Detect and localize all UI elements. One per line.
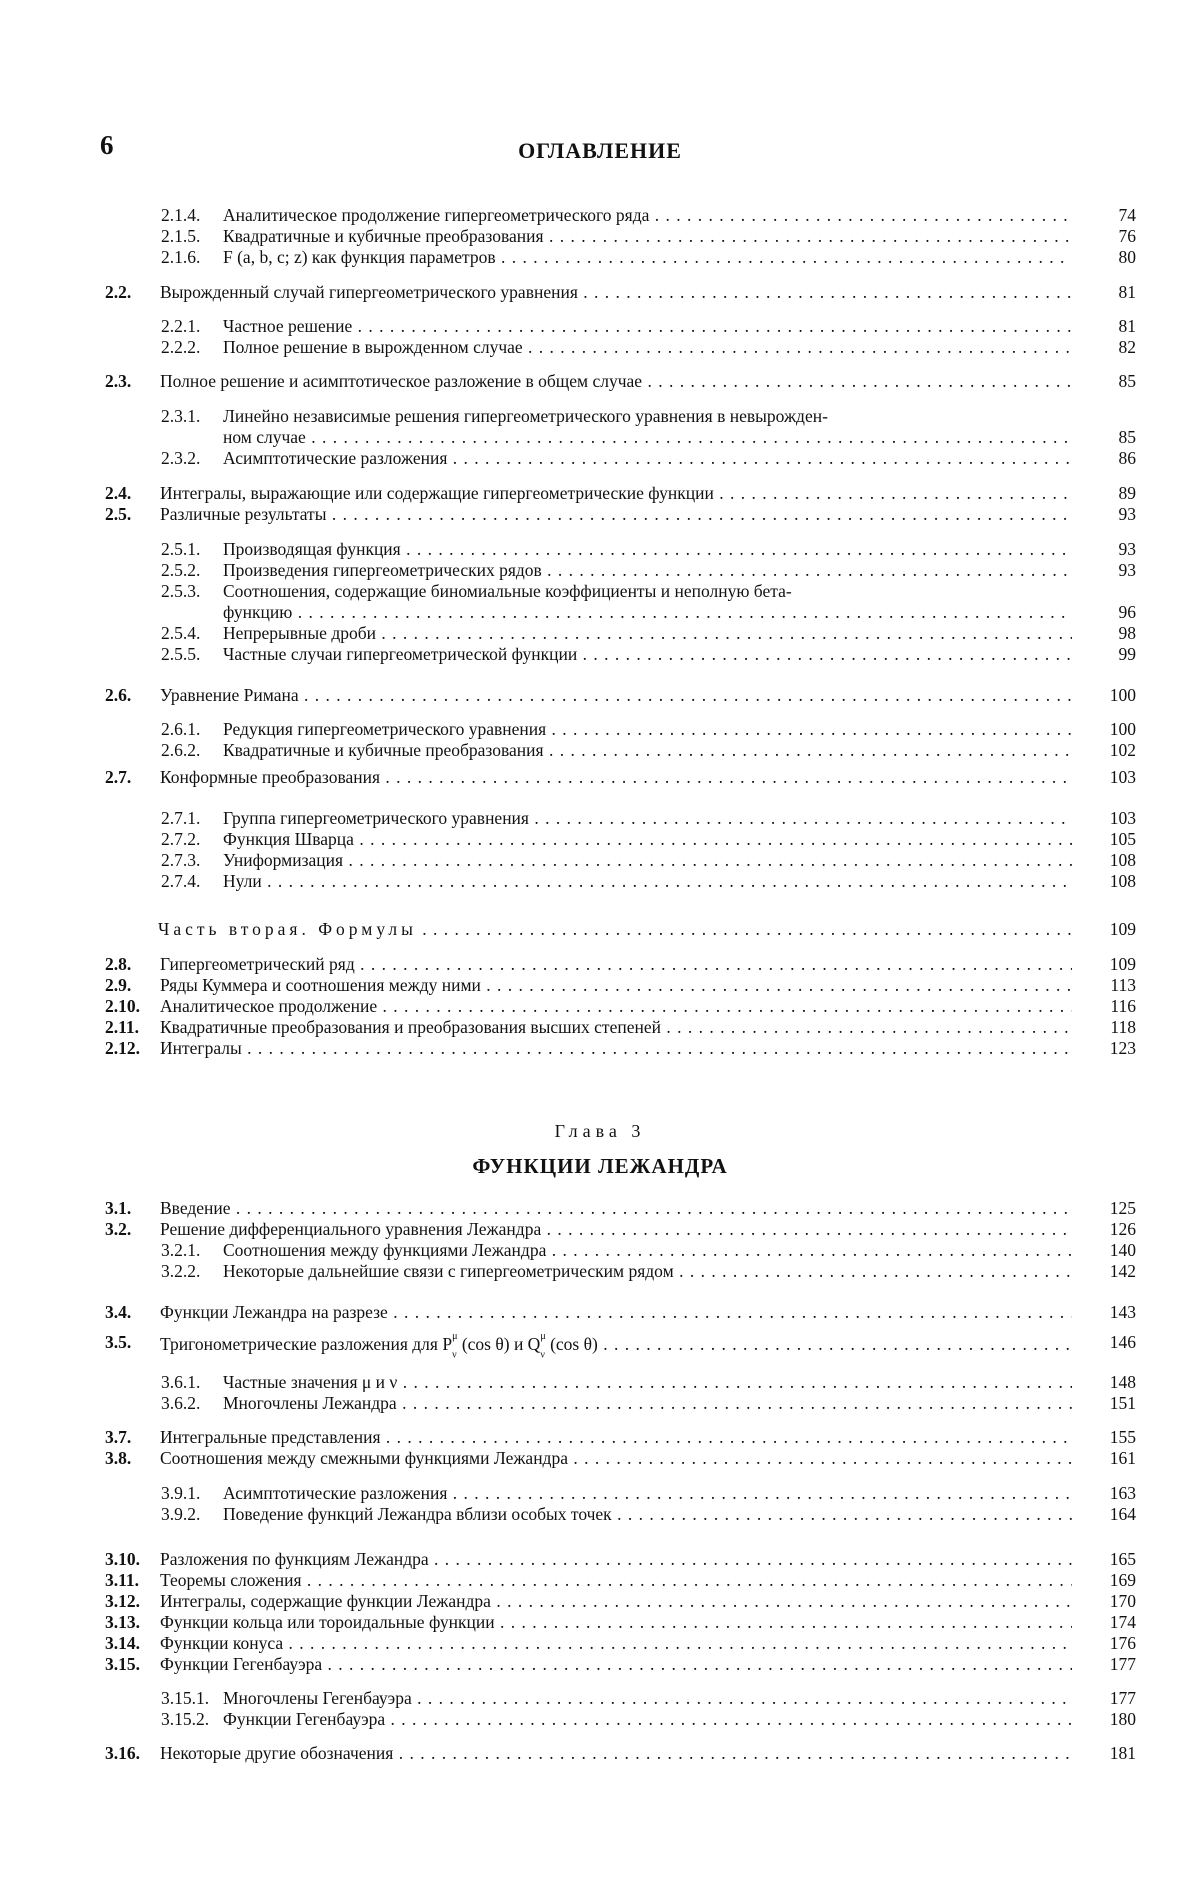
toc-title: Конформные преобразования . . .	[160, 767, 1072, 787]
toc-title: Часть вторая. Формулы . . .	[158, 919, 1072, 939]
toc-number: 2.10.	[105, 996, 140, 1016]
toc-page: 93	[1118, 504, 1136, 524]
toc-number: 2.11.	[105, 1017, 140, 1037]
toc-title: Квадратичные и кубичные преобразования . . .	[223, 740, 1072, 760]
toc-page: 99	[1118, 644, 1136, 664]
toc-title: Функция Шварца . . .	[223, 829, 1072, 849]
toc-number: 3.15.2.	[161, 1709, 210, 1729]
toc-page: 113	[1110, 975, 1136, 995]
toc-page: 93	[1118, 539, 1136, 559]
toc-title: Многочлены Гегенбауэра . . .	[223, 1688, 1072, 1708]
toc-number: 3.7.	[105, 1427, 132, 1447]
toc-page: 108	[1109, 850, 1136, 870]
toc-number: 2.3.	[105, 371, 132, 391]
toc-page: 125	[1109, 1198, 1136, 1218]
toc-title: Некоторые другие обозначения . . .	[160, 1743, 1072, 1763]
toc-page: 109	[1109, 954, 1136, 974]
toc-page: 181	[1109, 1743, 1136, 1763]
page-number: 6	[100, 130, 114, 160]
toc-page: 126	[1109, 1219, 1136, 1239]
subscript-nu: ν	[540, 1349, 545, 1361]
toc-number: 3.6.2.	[161, 1393, 201, 1413]
toc-page: 86	[1118, 448, 1136, 468]
toc-number: 2.7.2.	[161, 829, 201, 849]
toc-number: 3.9.2.	[161, 1504, 201, 1524]
toc-title: Функции Гегенбауэра . . .	[223, 1709, 1072, 1729]
toc-page: 165	[1109, 1549, 1136, 1569]
toc-page: 93	[1118, 560, 1136, 580]
chapter-label: Глава 3	[554, 1121, 646, 1141]
toc-title: Решение дифференциального уравнения Лежандра . . .	[160, 1219, 1072, 1239]
toc-title: Соотношения между функциями Лежандра . . .	[223, 1240, 1072, 1260]
toc-number: 3.8.	[105, 1448, 132, 1468]
toc-page: 76	[1118, 226, 1136, 246]
toc-number: 2.8.	[105, 954, 132, 974]
toc-title: Произведения гипергеометрических рядов . . .	[223, 560, 1072, 580]
toc-number: 3.14.	[105, 1633, 140, 1653]
toc-title: Функции конуса . . .	[160, 1633, 1072, 1653]
toc-number: 3.1.	[105, 1198, 132, 1218]
toc-title-continued: ном случае . . .	[223, 427, 1072, 447]
toc-page: 118	[1110, 1017, 1136, 1037]
toc-title-tail: (cos θ)	[545, 1334, 598, 1355]
toc-number: 3.2.1.	[161, 1240, 201, 1260]
toc-title: Различные результаты . . .	[160, 504, 1072, 524]
toc-number: 2.2.2.	[161, 337, 201, 357]
toc-number: 2.5.2.	[161, 560, 201, 580]
toc-page: 164	[1109, 1504, 1136, 1524]
toc-page: 103	[1109, 767, 1136, 787]
toc-page: 170	[1109, 1591, 1136, 1611]
toc-page: 105	[1109, 829, 1136, 849]
toc-page: 174	[1109, 1612, 1136, 1632]
toc-page: 102	[1109, 740, 1136, 760]
toc-page: 100	[1109, 719, 1136, 739]
toc-title-mid: (cos θ) и Q	[457, 1334, 541, 1355]
toc-title: Редукция гипергеометрического уравнения . . .	[223, 719, 1072, 739]
toc-title: Частные значения μ и ν . . .	[223, 1372, 1072, 1392]
toc-title-continued: функцию . . .	[223, 602, 1072, 622]
toc-number: 2.1.6.	[161, 247, 201, 267]
toc-page: 169	[1109, 1570, 1136, 1590]
toc-title: Аналитическое продолжение гипергеометрического ряда . . .	[223, 205, 1072, 225]
toc-page: 116	[1110, 996, 1136, 1016]
toc-title: Группа гипергеометрического уравнения . . .	[223, 808, 1072, 828]
toc-page: 148	[1109, 1372, 1136, 1392]
toc-title: Интегральные представления . . .	[160, 1427, 1072, 1447]
toc-number: 2.2.1.	[161, 316, 201, 336]
toc-number: 2.5.5.	[161, 644, 201, 664]
toc-title: Некоторые дальнейшие связи с гипергеометрическим рядом . . .	[223, 1261, 1072, 1281]
toc-title: Нули . . .	[223, 871, 1072, 891]
toc-number: 2.4.	[105, 483, 132, 503]
toc-number: 2.1.5.	[161, 226, 201, 246]
toc-number: 2.5.4.	[161, 623, 201, 643]
toc-title: Униформизация . . .	[223, 850, 1072, 870]
toc-page: 85	[1118, 371, 1136, 391]
toc-title: Ряды Куммера и соотношения между ними . . .	[160, 975, 1072, 995]
toc-page: 146	[1109, 1332, 1136, 1352]
toc-page: 176	[1109, 1633, 1136, 1653]
superscript-mu: μ	[540, 1332, 546, 1342]
toc-page: 109	[1109, 919, 1136, 939]
toc-title: Теоремы сложения . . .	[160, 1570, 1072, 1590]
toc-number: 3.2.2.	[161, 1261, 201, 1281]
toc-title: Квадратичные преобразования и преобразования высших степеней . . .	[160, 1017, 1072, 1037]
toc-title: Введение . . .	[160, 1198, 1072, 1218]
toc-page: 161	[1109, 1448, 1136, 1468]
toc-title: Функции Лежандра на разрезе . . .	[160, 1302, 1072, 1322]
toc-title: Интегралы, выражающие или содержащие гипергеометрические функции . . .	[160, 483, 1072, 503]
toc-page: 81	[1118, 282, 1136, 302]
toc-number: 2.6.1.	[161, 719, 201, 739]
toc-number: 2.6.	[105, 685, 132, 705]
running-title: ОГЛАВЛЕНИЕ	[518, 138, 682, 163]
toc-title: Уравнение Римана . . .	[160, 685, 1072, 705]
toc-page: 177	[1109, 1654, 1136, 1674]
toc-page: 151	[1109, 1393, 1136, 1413]
toc-title: Многочлены Лежандра . . .	[223, 1393, 1072, 1413]
toc-page: 96	[1118, 602, 1136, 622]
toc-number: 3.11.	[105, 1570, 140, 1590]
toc-title: Интегралы . . .	[160, 1038, 1072, 1058]
toc-title: Полное решение в вырожденном случае . . .	[223, 337, 1072, 357]
toc-title: Тригонометрические разложения для P	[160, 1334, 453, 1355]
toc-number: 3.15.	[105, 1654, 140, 1674]
toc-page: 180	[1109, 1709, 1136, 1729]
toc-title: Разложения по функциям Лежандра . . .	[160, 1549, 1072, 1569]
toc-page: 177	[1109, 1688, 1136, 1708]
toc-page: 100	[1109, 685, 1136, 705]
toc-page: 103	[1109, 808, 1136, 828]
toc-page: 155	[1109, 1427, 1136, 1447]
toc-number: 2.1.4.	[161, 205, 201, 225]
toc-title: Непрерывные дроби . . .	[223, 623, 1072, 643]
toc-number: 3.12.	[105, 1591, 140, 1611]
toc-page: 74	[1118, 205, 1136, 225]
toc-page: 80	[1118, 247, 1136, 267]
subscript-nu: ν	[452, 1349, 457, 1361]
toc-number: 2.2.	[105, 282, 132, 302]
superscript-mu: μ	[452, 1332, 458, 1342]
toc-number: 2.5.1.	[161, 539, 201, 559]
toc-number: 2.3.1.	[161, 406, 201, 426]
toc-page: 82	[1118, 337, 1136, 357]
toc-page: 143	[1109, 1302, 1136, 1322]
toc-title: Частные случаи гипергеометрической функции . . .	[223, 644, 1072, 664]
toc-title: Линейно независимые решения гипергеометрического уравнения в невырожден-	[223, 406, 828, 426]
toc-page: 81	[1118, 316, 1136, 336]
toc-title: F (a, b, c; z) как функция параметров . . .	[223, 247, 1072, 267]
toc-title: Соотношения, содержащие биномиальные коэффициенты и неполную бета-	[223, 581, 792, 601]
toc-title: Поведение функций Лежандра вблизи особых точек . . .	[223, 1504, 1072, 1524]
toc-number: 2.9.	[105, 975, 132, 995]
toc-title: Функции Гегенбауэра . . .	[160, 1654, 1072, 1674]
toc-number: 3.5.	[105, 1332, 132, 1352]
toc-number: 3.9.1.	[161, 1483, 201, 1503]
toc-page: 163	[1109, 1483, 1136, 1503]
toc-number: 2.5.	[105, 504, 132, 524]
toc-title: Соотношения между смежными функциями Лежандра . . .	[160, 1448, 1072, 1468]
toc-page: 89	[1118, 483, 1136, 503]
toc-number: 3.16.	[105, 1743, 140, 1763]
toc-title: Аналитическое продолжение . . .	[160, 996, 1072, 1016]
toc-page: 140	[1109, 1240, 1136, 1260]
toc-page: 123	[1109, 1038, 1136, 1058]
toc-number: 2.7.3.	[161, 850, 201, 870]
toc-number: 3.6.1.	[161, 1372, 201, 1392]
toc-number: 2.7.	[105, 767, 132, 787]
toc-title: Производящая функция . . .	[223, 539, 1072, 559]
toc-page: 142	[1109, 1261, 1136, 1281]
toc-number: 3.13.	[105, 1612, 140, 1632]
toc-page: 85	[1118, 427, 1136, 447]
toc-number: 2.6.2.	[161, 740, 201, 760]
toc-title: Интегралы, содержащие функции Лежандра . . .	[160, 1591, 1072, 1611]
toc-number: 3.2.	[105, 1219, 132, 1239]
toc-title: Асимптотические разложения . . .	[223, 1483, 1072, 1503]
toc-title: Полное решение и асимптотическое разложение в общем случае . . .	[160, 371, 1072, 391]
toc-title: Частное решение . . .	[223, 316, 1072, 336]
chapter-title: ФУНКЦИИ ЛЕЖАНДРА	[472, 1154, 728, 1178]
toc-title-formula	[160, 1332, 1072, 1360]
toc-number: 2.12.	[105, 1038, 140, 1058]
toc-title: Квадратичные и кубичные преобразования . . .	[223, 226, 1072, 246]
toc-title: Вырожденный случай гипергеометрического уравнения . . .	[160, 282, 1072, 302]
toc-number: 3.4.	[105, 1302, 132, 1322]
toc-page: 108	[1109, 871, 1136, 891]
toc-number: 3.15.1.	[161, 1688, 210, 1708]
toc-number: 2.5.3.	[161, 581, 201, 601]
toc-title: Гипергеометрический ряд . . .	[160, 954, 1072, 974]
toc-number: 2.7.1.	[161, 808, 201, 828]
toc-number: 3.10.	[105, 1549, 140, 1569]
toc-number: 2.3.2.	[161, 448, 201, 468]
toc-title: Функции кольца или тороидальные функции . . .	[160, 1612, 1072, 1632]
toc-page: 98	[1118, 623, 1136, 643]
toc-number: 2.7.4.	[161, 871, 201, 891]
toc-title: Асимптотические разложения . . .	[223, 448, 1072, 468]
